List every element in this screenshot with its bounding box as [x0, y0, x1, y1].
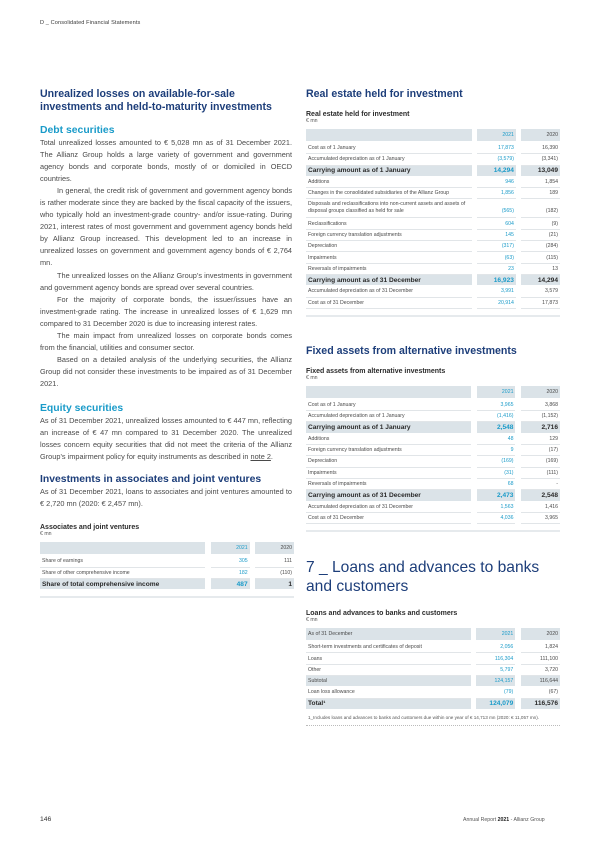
value-2021: 116,304	[476, 653, 515, 664]
row-label: Loan loss allowance	[306, 687, 471, 698]
value-2021: 4,036	[477, 513, 516, 524]
value-2020: 116,576	[521, 699, 560, 710]
value-2020: 129	[521, 434, 560, 445]
right-column	[306, 88, 560, 726]
fixed-assets-table-unit: € mn	[306, 374, 318, 381]
value-2020: 16,390	[521, 143, 560, 154]
running-head: D _ Consolidated Financial Statements	[40, 20, 141, 26]
row-label: Reclassifications	[306, 218, 472, 229]
value-2021: 487	[211, 579, 250, 590]
loans-table	[306, 628, 560, 710]
debt-paragraph: The main impact from unrealized losses on corporate bonds comes from the financial, utilities and consumer sector.	[40, 330, 292, 352]
row-label: Carrying amount as of 1 January	[306, 166, 472, 177]
value-2021: 5,797	[476, 665, 515, 676]
loans-table-title: Loans and advances to banks and customers	[306, 610, 458, 618]
column-header-2021: 2021	[477, 386, 516, 400]
value-2020: (67)	[521, 687, 560, 698]
table-header-row	[306, 129, 560, 143]
column-header-2020: 2020	[521, 129, 560, 143]
value-2020: 14,294	[521, 275, 560, 286]
value-2021: 1,563	[477, 502, 516, 513]
table-row	[306, 286, 560, 297]
value-2021: (31)	[477, 468, 516, 479]
row-label: Accumulated depreciation as of 1 January	[306, 154, 472, 165]
table-row	[306, 456, 560, 467]
table-row	[306, 422, 560, 433]
table-end-rule	[40, 596, 294, 598]
row-label: Accumulated depreciation as of 1 January	[306, 411, 471, 422]
value-2021: (79)	[476, 687, 515, 698]
real-estate-table	[306, 129, 560, 309]
value-2020: -	[521, 479, 560, 490]
table-row	[306, 502, 560, 513]
associates-table	[40, 542, 294, 590]
value-2020: 116,644	[521, 676, 560, 687]
table-row	[306, 434, 560, 445]
value-2020: 1,416	[521, 502, 560, 513]
row-label: Accumulated depreciation as of 31 December	[306, 502, 471, 513]
row-label: Additions	[306, 177, 472, 188]
value-2020: (115)	[521, 252, 560, 263]
fixed-assets-table	[306, 386, 560, 524]
value-2021: 946	[477, 177, 516, 188]
table-row	[306, 166, 560, 177]
row-label: Accumulated depreciation as of 31 December	[306, 286, 472, 297]
value-2020: (17)	[521, 445, 560, 456]
fixed-assets-table-title: Fixed assets from alternative investments	[306, 367, 446, 375]
table-row	[306, 298, 560, 309]
value-2020: 3,868	[521, 400, 560, 411]
value-2021: (317)	[477, 241, 516, 252]
loans-footnote: 1_Includes loans and advances to banks and customers due within one year of € 14,713 mn (2020: € 11,057 mn).	[306, 710, 560, 726]
column-header	[40, 542, 205, 556]
associates-table-unit: € mn	[40, 531, 52, 538]
column-header-2021: 2021	[211, 542, 250, 556]
equity-text-end: .	[270, 452, 273, 462]
value-2021: (63)	[477, 252, 516, 263]
report-year: 2021	[497, 817, 510, 823]
value-2021: 145	[477, 230, 516, 241]
row-label: Cost as of 31 December	[306, 513, 471, 524]
table-header-row	[306, 386, 560, 400]
loans-table-block	[306, 610, 560, 726]
report-prefix: Annual Report	[463, 817, 498, 823]
row-label: Impairments	[306, 468, 471, 479]
associates-table-block	[40, 524, 292, 598]
table-row	[306, 400, 560, 411]
row-label: Reversals of impairments	[306, 479, 471, 490]
table-row	[306, 230, 560, 241]
table-row	[306, 445, 560, 456]
column-header	[306, 386, 471, 400]
table-row	[40, 579, 294, 590]
debt-paragraph: Total unrealized losses amounted to € 5,028 mn as of 31 December 2021. The Allianz Group holds a large variety of government and government agency bonds and corporate bonds, mostly of or domiciled in OECD countries.	[40, 138, 292, 184]
value-2021: (3,579)	[477, 154, 516, 165]
row-label: Other	[306, 665, 471, 676]
row-label: Changes in the consolidated subsidiaries of the Allianz Group	[306, 188, 472, 199]
value-2021: 124,157	[476, 676, 515, 687]
debt-paragraph: In general, the credit risk of government and government agency bonds is rather moderate since they are backed by the fiscal capacity of the issuers, who typically hold an investment-grade country- and/or issue-rating. During 2021, interest rates of most government and government agency bonds held by Allianz Group increased. This development led to an increase in unrealized losses on government and government agency bonds of € 2,764 mn.	[40, 186, 292, 268]
table-row	[306, 218, 560, 229]
associates-heading: Investments in associates and joint ventures	[40, 474, 262, 486]
debt-securities-heading: Debt securities	[40, 125, 115, 136]
column-header-2021: 2021	[476, 628, 515, 642]
debt-paragraph: For the majority of corporate bonds, the issuer/issues have an investment-grade rating. The increase in unrealized losses of € 1,629 mn compared to 31 December 2020 is due to increasing interest rates.	[40, 294, 292, 328]
row-label: Carrying amount as of 31 December	[306, 275, 472, 286]
table-row	[306, 513, 560, 524]
row-label: Share of earnings	[40, 556, 205, 567]
value-2020: 3,965	[521, 513, 560, 524]
table-row	[306, 699, 560, 710]
left-column	[40, 88, 292, 598]
value-2021: 2,056	[476, 642, 515, 653]
value-2020: (1,152)	[521, 411, 560, 422]
row-label: Additions	[306, 434, 471, 445]
row-label: Cost as of 1 January	[306, 400, 471, 411]
value-2020: 1	[255, 579, 294, 590]
value-2021: 124,079	[476, 699, 515, 710]
associates-table-title: Associates and joint ventures	[40, 524, 140, 532]
equity-securities-heading: Equity securities	[40, 402, 124, 414]
value-2021: 2,473	[477, 490, 516, 501]
table-header-row	[40, 542, 294, 556]
value-2020: 3,579	[521, 286, 560, 297]
value-2021: 3,991	[477, 286, 516, 297]
row-label: Foreign currency translation adjustments	[306, 445, 471, 456]
value-2021: 1,856	[477, 188, 516, 199]
value-2021: 20,914	[477, 298, 516, 309]
value-2020: 17,873	[521, 298, 560, 309]
row-label: Loans	[306, 653, 471, 664]
table-row	[306, 154, 560, 165]
real-estate-table-unit: € mn	[306, 118, 318, 124]
value-2021: 14,294	[477, 166, 516, 177]
row-label: Share of other comprehensive income	[40, 568, 205, 579]
column-header-2020: 2020	[255, 542, 294, 556]
value-2021: 3,965	[477, 400, 516, 411]
table-row	[306, 188, 560, 199]
table-row	[306, 490, 560, 501]
table-row	[306, 642, 560, 653]
row-label: Impairments	[306, 252, 472, 263]
column-header: As of 31 December	[306, 628, 471, 642]
real-estate-table-title: Real estate held for investment	[306, 111, 410, 118]
column-header-2020: 2020	[521, 628, 560, 642]
row-label: Carrying amount as of 1 January	[306, 422, 471, 433]
loans-table-unit: € mn	[306, 617, 318, 624]
row-label: Carrying amount as of 31 December	[306, 490, 471, 501]
equity-text: As of 31 December 2021, unrealized losses amounted to € 447 mn, reflecting an increase of € 47 mn compared to 31 December 2020. The unrealized losses concern equity securities that did not meet the criteria of the Allianz Group’s impairment policy for equity instruments as described in	[40, 415, 292, 462]
value-2020: (182)	[521, 199, 560, 218]
unrealized-losses-heading: Unrealized losses on available-for-sale investments and held-to-maturity investments	[40, 88, 272, 113]
table-row	[306, 676, 560, 687]
table-row	[306, 411, 560, 422]
value-2021: 68	[477, 479, 516, 490]
table-row	[306, 687, 560, 698]
row-label: Share of total comprehensive income	[40, 579, 205, 590]
row-label: Short-term investments and certificates of deposit	[306, 642, 471, 653]
value-2021: 17,873	[477, 143, 516, 154]
table-row	[306, 241, 560, 252]
value-2021: (1,416)	[477, 411, 516, 422]
table-row	[306, 264, 560, 275]
value-2020: 189	[521, 188, 560, 199]
value-2020: 13	[521, 264, 560, 275]
report-footer	[463, 817, 545, 823]
value-2020: 1,854	[521, 177, 560, 188]
fixed-assets-table-block	[306, 368, 560, 532]
table-row	[306, 665, 560, 676]
row-label: Disposals and reclassifications into non-current assets and assets of disposal groups classified as held for sale	[306, 199, 472, 218]
value-2020: 111,100	[521, 653, 560, 664]
associates-paragraph: As of 31 December 2021, loans to associates and joint ventures amounted to € 2,720 mn (2020: € 2,457 mn).	[40, 487, 292, 509]
value-2021: (169)	[477, 456, 516, 467]
row-label: Cost as of 1 January	[306, 143, 472, 154]
value-2020: 2,548	[521, 490, 560, 501]
value-2020: 2,716	[521, 422, 560, 433]
value-2021: (565)	[477, 199, 516, 218]
value-2021: 604	[477, 218, 516, 229]
table-row	[306, 479, 560, 490]
value-2021: 9	[477, 445, 516, 456]
row-label: Foreign currency translation adjustments	[306, 230, 472, 241]
value-2020: (3,341)	[521, 154, 560, 165]
table-row	[306, 252, 560, 263]
value-2020: 111	[255, 556, 294, 567]
table-row	[306, 177, 560, 188]
row-label: Total¹	[306, 699, 471, 710]
row-label: Reversals of impairments	[306, 264, 472, 275]
row-label: Depreciation	[306, 241, 472, 252]
table-row	[40, 568, 294, 579]
value-2021: 48	[477, 434, 516, 445]
value-2020: 1,824	[521, 642, 560, 653]
equity-paragraph	[40, 415, 292, 463]
value-2021: 305	[211, 556, 250, 567]
real-estate-table-block	[306, 111, 560, 317]
real-estate-heading: Real estate held for investment	[306, 88, 463, 100]
fixed-assets-heading: Fixed assets from alternative investments	[306, 344, 517, 357]
value-2020: (284)	[521, 241, 560, 252]
value-2020: (21)	[521, 230, 560, 241]
table-end-rule	[306, 315, 560, 317]
table-row	[306, 199, 560, 218]
table-row	[306, 143, 560, 154]
value-2020: (111)	[521, 468, 560, 479]
value-2021: 16,923	[477, 275, 516, 286]
value-2021: 2,548	[477, 422, 516, 433]
value-2021: 182	[211, 568, 250, 579]
table-row	[306, 275, 560, 286]
table-row	[306, 468, 560, 479]
table-end-rule	[306, 530, 560, 532]
row-label: Subtotal	[306, 676, 471, 687]
value-2020: (169)	[521, 456, 560, 467]
table-row	[40, 556, 294, 567]
note-7-heading: 7 _ Loans and advances to banks and customers	[306, 559, 540, 596]
column-header-2020: 2020	[521, 386, 560, 400]
report-suffix: - Allianz Group	[509, 817, 545, 823]
column-header-2021: 2021	[477, 129, 516, 143]
table-row	[306, 653, 560, 664]
page-number: 146	[40, 816, 52, 823]
row-label: Cost as of 31 December	[306, 298, 472, 309]
value-2020: (110)	[255, 568, 294, 579]
debt-paragraph: Based on a detailed analysis of the underlying securities, the Allianz Group did not consider these investments to be impaired as of 31 December 2021.	[40, 354, 292, 388]
row-label: Depreciation	[306, 456, 471, 467]
table-header-row	[306, 628, 560, 642]
debt-paragraph: The unrealized losses on the Allianz Group’s investments in government and government agency bonds are spread over several countries.	[40, 270, 292, 292]
value-2020: 13,049	[521, 166, 560, 177]
value-2021: 23	[477, 264, 516, 275]
value-2020: (9)	[521, 218, 560, 229]
column-header	[306, 129, 472, 143]
note-2-link[interactable]: note 2	[250, 452, 271, 462]
value-2020: 3,720	[521, 665, 560, 676]
